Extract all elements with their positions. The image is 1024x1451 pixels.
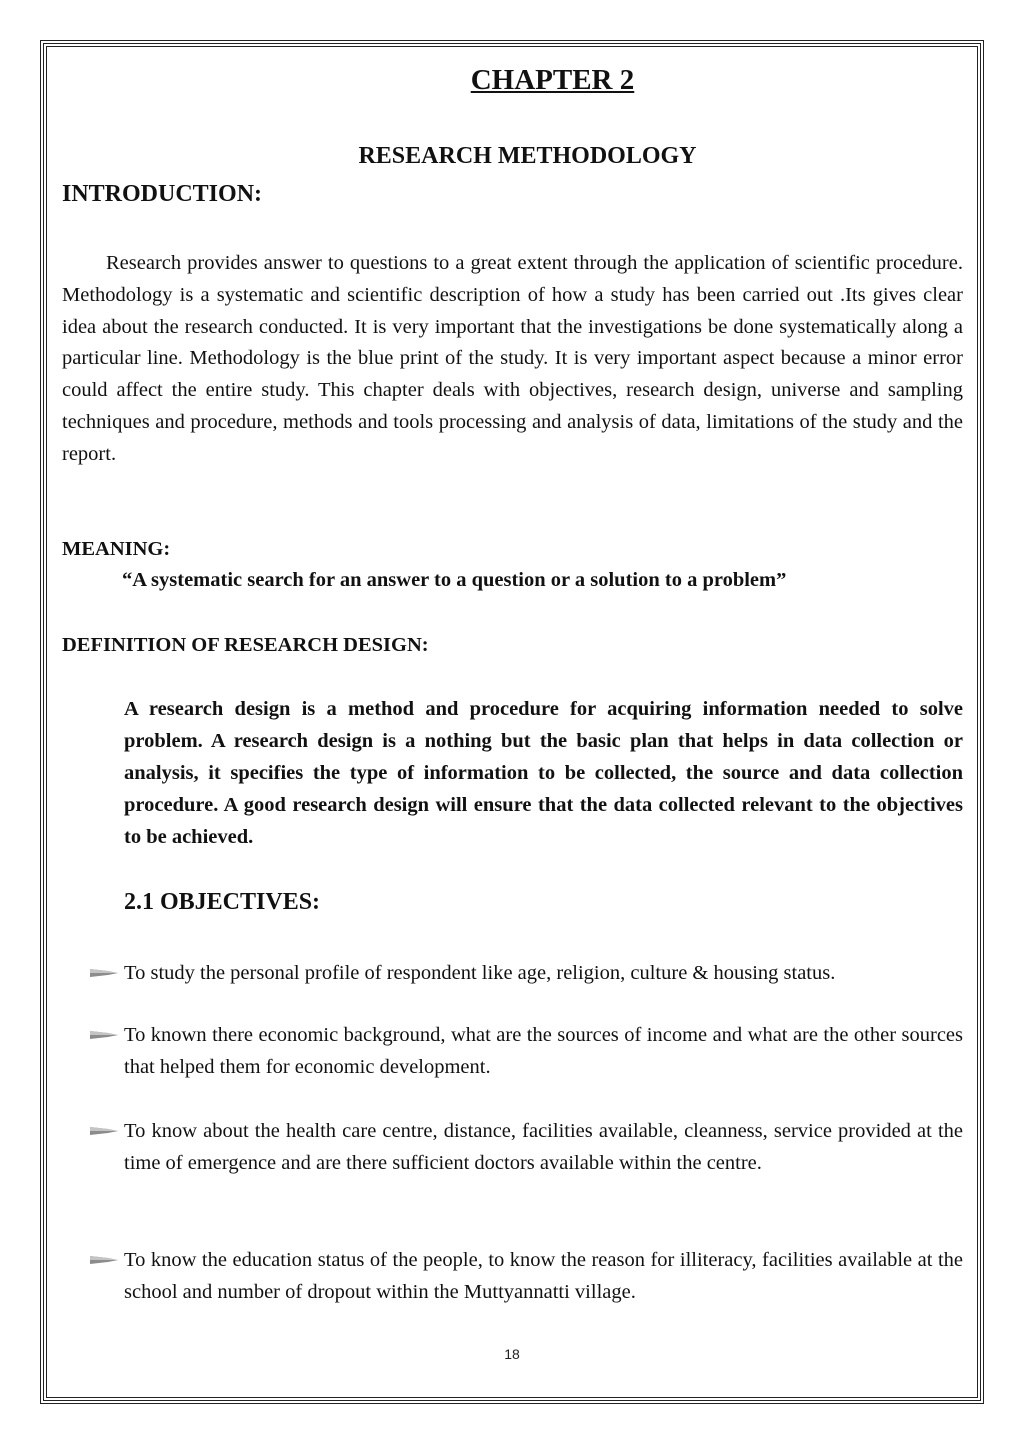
arrow-bullet-icon (90, 966, 118, 980)
section-title: RESEARCH METHODOLOGY (358, 143, 697, 169)
page-number: 18 (504, 1346, 520, 1362)
objective-item (90, 1020, 963, 1084)
objective-text: To know the education status of the people, to know the reason for illiteracy, facilities available at the school and number of dropout within the Muttyannatti village. (124, 1249, 963, 1303)
meaning-quote: “A systematic search for an answer to a question or a solution to a problem” (122, 569, 787, 591)
objective-item (90, 1116, 963, 1180)
introduction-heading: INTRODUCTION: (62, 181, 263, 207)
objective-item (90, 1245, 963, 1309)
objective-text: To known there economic background, what are the sources of income and what are the other sources that helped them for economic development. (124, 1024, 963, 1078)
meaning-heading: MEANING: (62, 538, 171, 560)
objective-item (90, 958, 963, 990)
page-content (62, 60, 963, 1303)
arrow-bullet-icon (90, 1124, 118, 1138)
objectives-heading: 2.1 OBJECTIVES: (124, 889, 321, 915)
objective-text: To study the personal profile of respondent like age, religion, culture & housing status. (124, 962, 836, 984)
arrow-bullet-icon (90, 1028, 118, 1042)
definition-heading: DEFINITION OF RESEARCH DESIGN: (62, 634, 429, 656)
introduction-paragraph: Research provides answer to questions to a great extent through the application of scientific procedure. Methodology is a systematic and scientific description of how a study has been carried out .Its gives clear idea about the research conducted. It is very important that the investigations be done systematically along a particular line. Methodology is the blue print of the study. It is very important aspect because a minor error could affect the entire study. This chapter deals with objectives, research design, universe and sampling techniques and procedure, methods and tools processing and analysis of data, limitations of the study and the report. (62, 252, 963, 465)
definition-paragraph: A research design is a method and procedure for acquiring information needed to solve problem. A research design is a nothing but the basic plan that helps in data collection or analysis, it specifies the type of information to be collected, the source and data collection procedure. A good research design will ensure that the data collected relevant to the objectives to be achieved. (124, 698, 963, 848)
arrow-bullet-icon (90, 1253, 118, 1267)
objective-text: To know about the health care centre, distance, facilities available, cleanness, service provided at the time of emergence and are there sufficient doctors available within the centre. (124, 1120, 963, 1174)
chapter-title: CHAPTER 2 (470, 64, 635, 96)
